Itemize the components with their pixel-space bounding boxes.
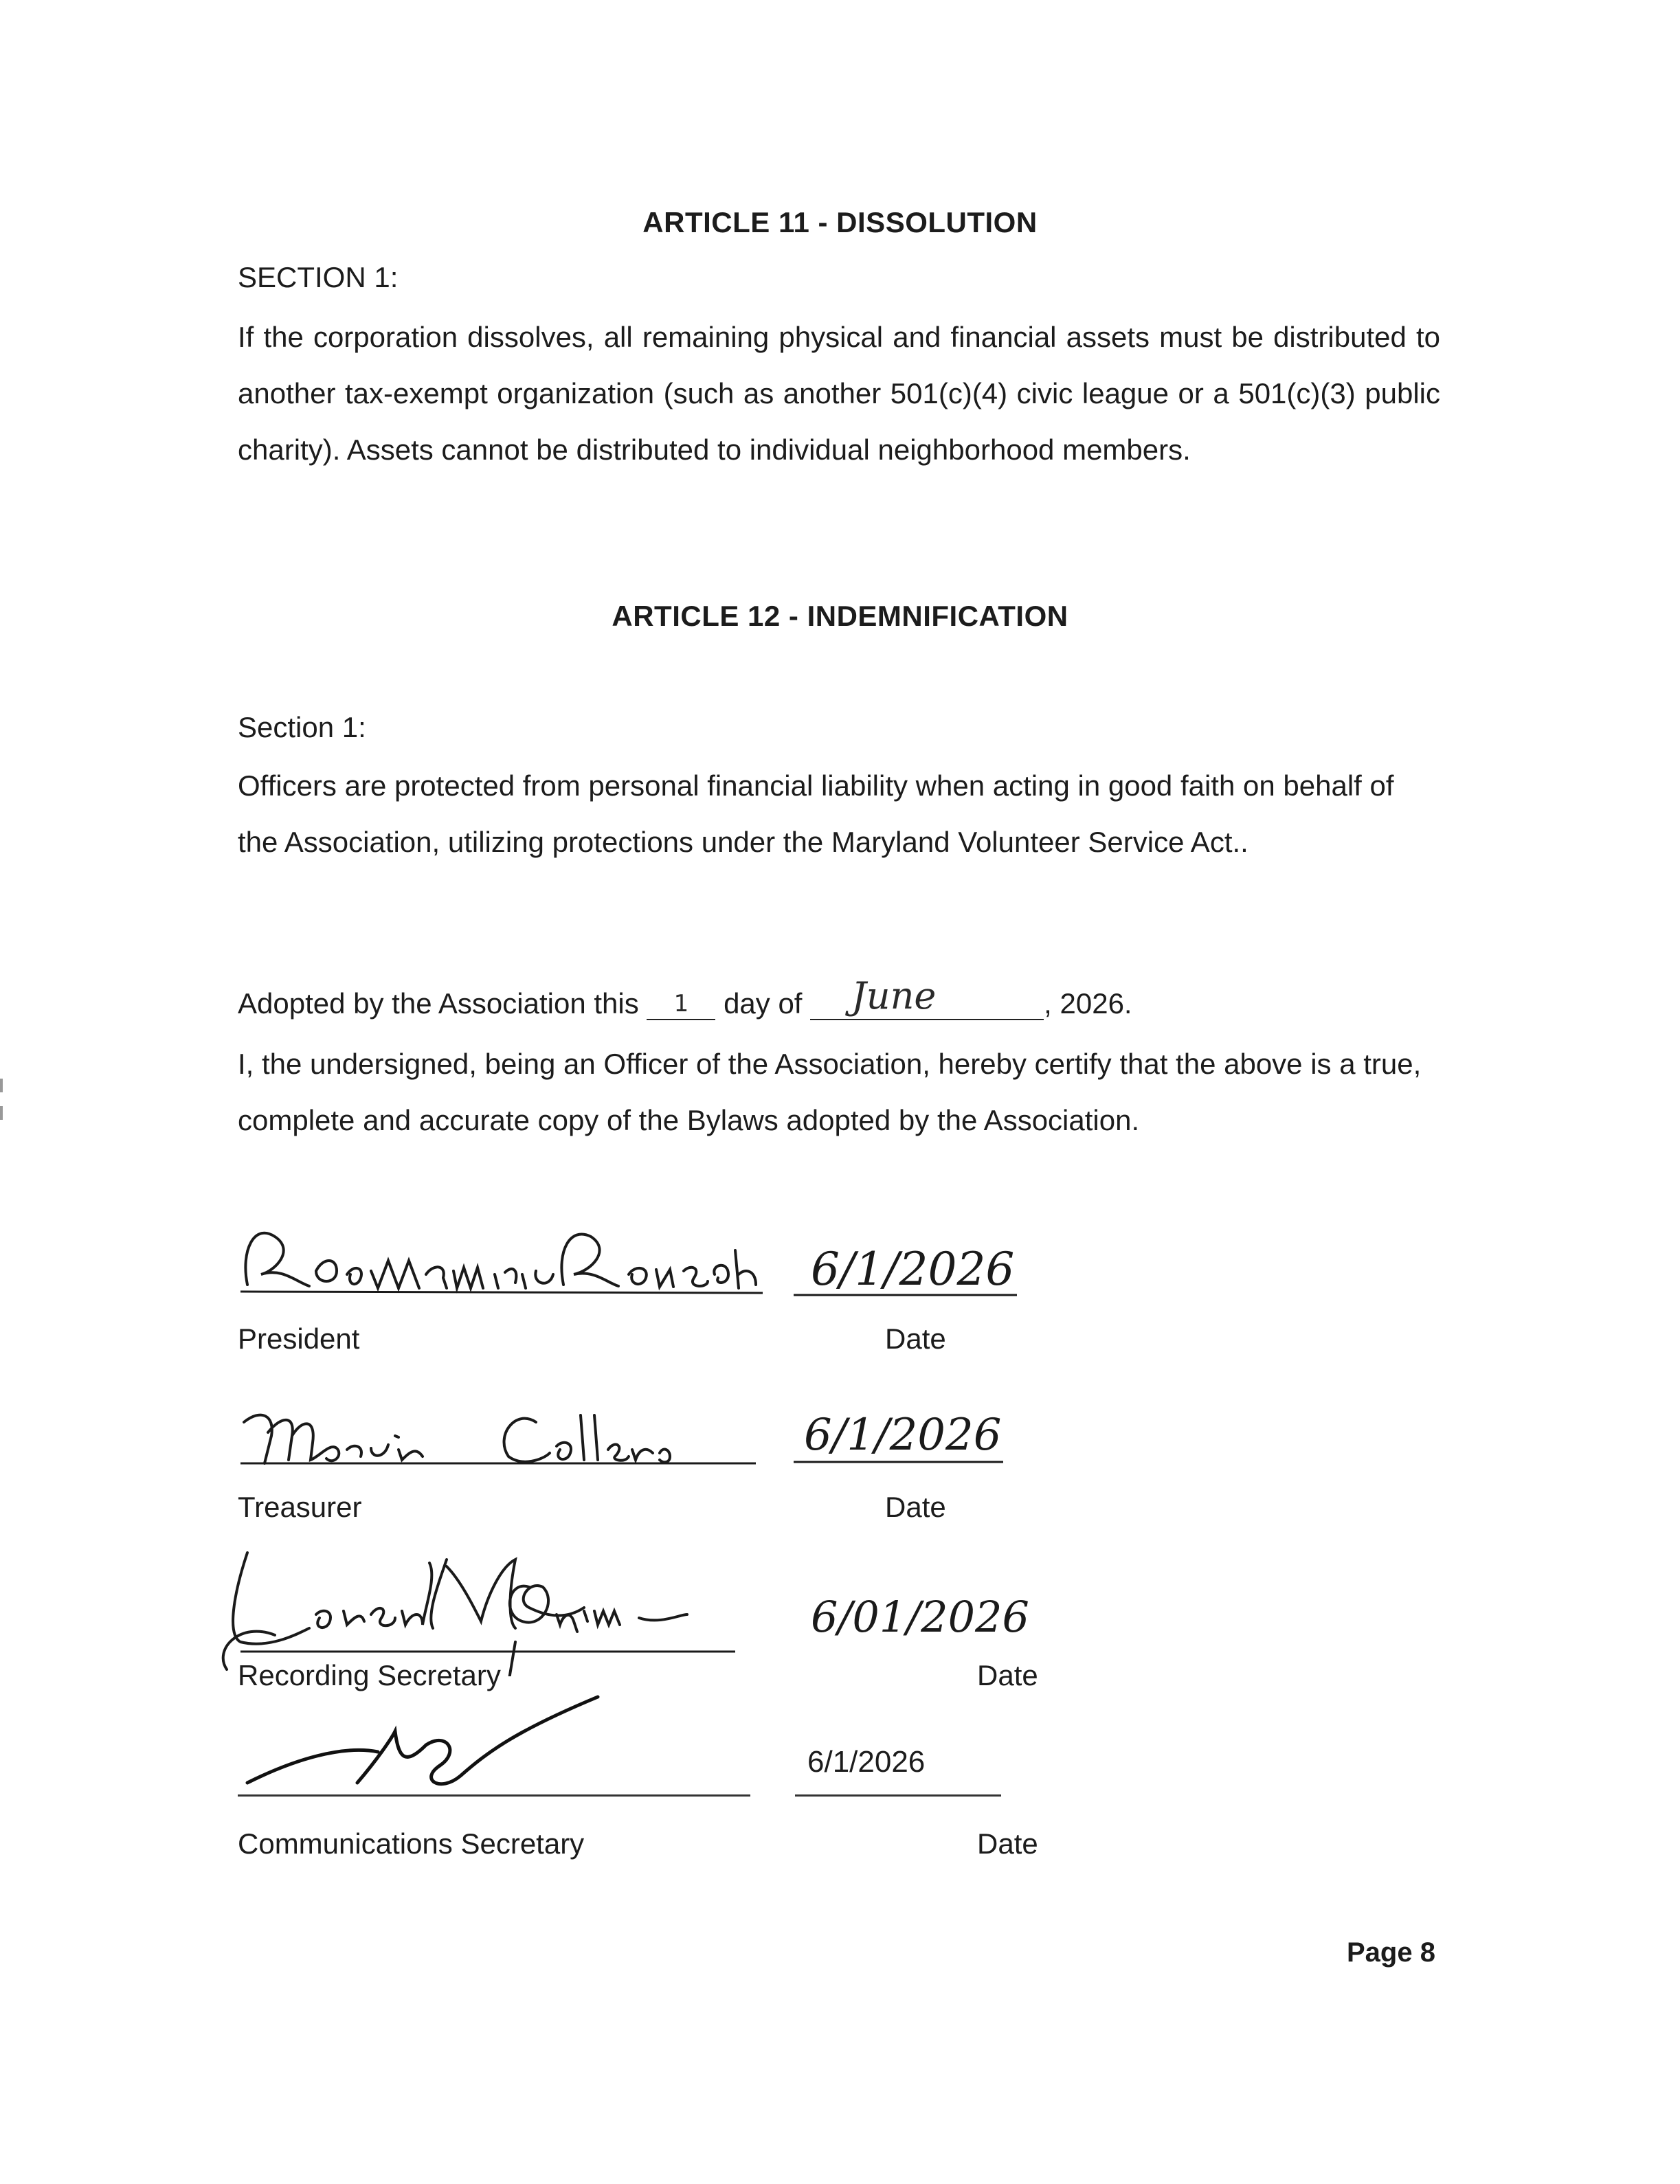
president-date-label: Date (885, 1322, 946, 1355)
adoption-day-value: 1 (673, 990, 689, 1017)
article-11-heading: ARTICLE 11 - DISSOLUTION (642, 206, 1038, 238)
treasurer-signature (234, 1395, 770, 1470)
president-label: President (238, 1322, 360, 1355)
communications-secretary-date-value: 6/1/2026 (807, 1745, 926, 1779)
adoption-month-field (810, 974, 1044, 1020)
adoption-suffix: , 2026. (1044, 987, 1132, 1020)
article-12-body: Officers are protected from personal financial liability when acting in good faith on behalf of the Association, utilizing protections under the Maryland Volunteer Service Act.. (238, 769, 1394, 858)
recording-secretary-signature (199, 1539, 790, 1676)
article-11-body: If the corporation dissolves, all remaining physical and financial assets must be distributed to another tax-exempt organization (such as another 501(c)(4) civic league or a 501(c)(3) public charity). Assets cannot be distributed to individual neighborhood members. (238, 321, 1440, 466)
treasurer-date-value: 6/1/2026 (804, 1410, 1002, 1461)
president-date-value: 6/1/2026 (811, 1243, 1015, 1296)
recording-secretary-label: Recording Secretary (238, 1659, 501, 1691)
treasurer-date-handwritten (790, 1395, 1038, 1470)
certification-text: I, the undersigned, being an Officer of the Association, hereby certify that the above is a true, complete and accurate copy of the Bylaws adopted by the Association. (238, 1048, 1422, 1136)
communications-secretary-label: Communications Secretary (238, 1827, 585, 1860)
adoption-prefix: Adopted by the Association this (238, 987, 639, 1020)
adoption-day-field (647, 987, 715, 1020)
article-12-heading: ARTICLE 12 - INDEMNIFICATION (612, 600, 1068, 632)
communications-secretary-signature (240, 1690, 625, 1800)
communications-secretary-date-label: Date (977, 1827, 1038, 1860)
adoption-month-value: June (851, 974, 937, 1017)
treasurer-date-label: Date (885, 1491, 946, 1523)
communications-secretary-date-line (795, 1794, 1001, 1797)
scan-mark (0, 1106, 3, 1120)
adoption-line (238, 974, 1132, 1020)
page-number: Page 8 (1347, 1937, 1435, 1968)
article-12-section-label: Section 1: (238, 711, 366, 743)
recording-secretary-date-value: 6/01/2026 (811, 1592, 1029, 1642)
president-signature (234, 1209, 770, 1298)
recording-secretary-date-handwritten (790, 1580, 1079, 1656)
president-date-handwritten (790, 1230, 1038, 1305)
communications-secretary-signature-line (238, 1794, 750, 1797)
scan-mark (0, 1079, 3, 1092)
treasurer-label: Treasurer (238, 1491, 362, 1523)
article-11-section-label: SECTION 1: (238, 261, 399, 293)
adoption-mid: day of (724, 987, 803, 1020)
recording-secretary-date-label: Date (977, 1659, 1038, 1691)
